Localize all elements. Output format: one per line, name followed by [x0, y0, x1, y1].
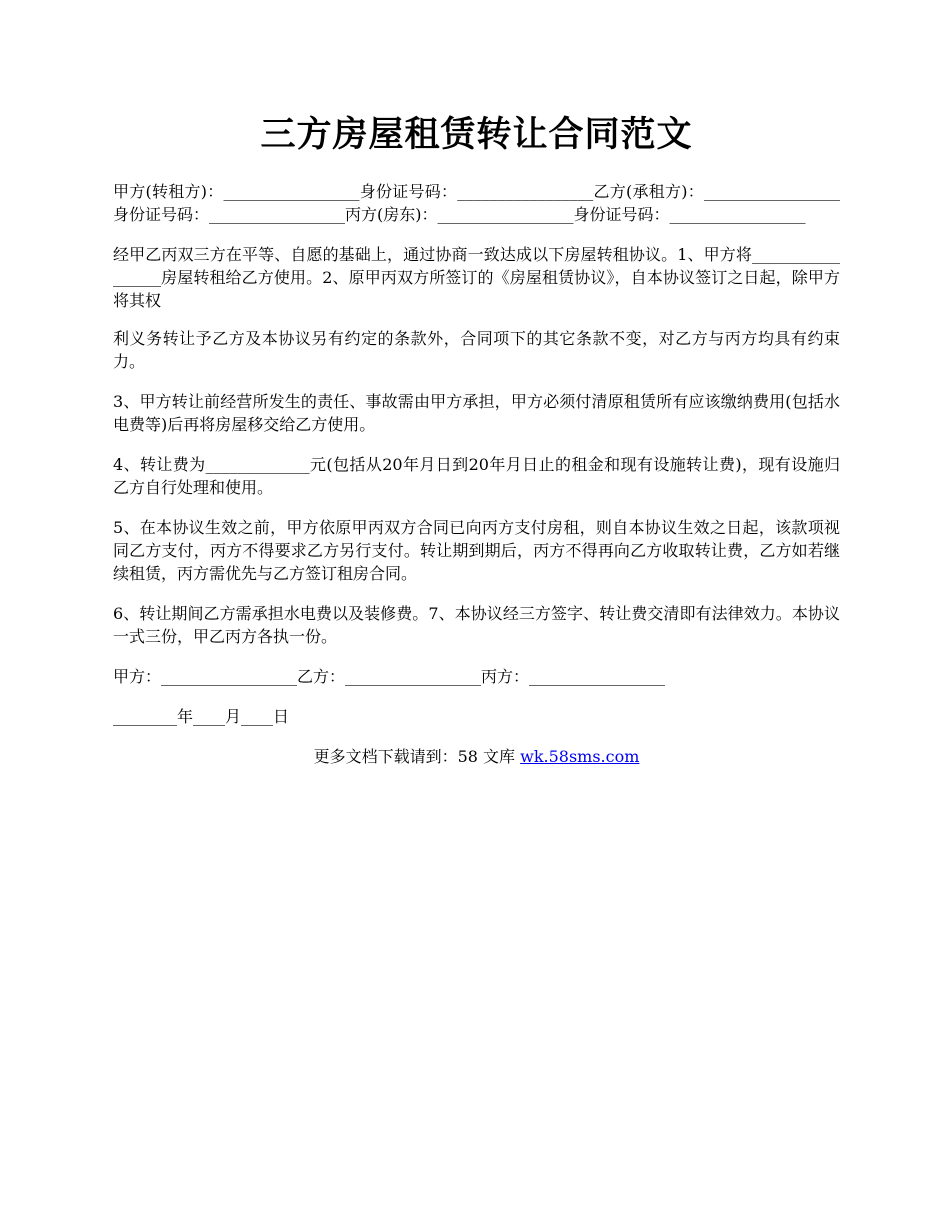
footer-prefix: 更多文档下载请到：58 文库 [313, 747, 521, 766]
download-footer [113, 745, 840, 768]
rights-paragraph: 利义务转让予乙方及本协议另有约定的条款外，合同项下的其它条款不变，对乙方与丙方均具有约束力。 [113, 329, 840, 371]
footer-link[interactable]: wk.58sms.com [520, 747, 640, 766]
clause-3-paragraph: 3、甲方转让前经营所发生的责任、事故需由甲方承担，甲方必须付清原租赁所有应该缴纳费用(包括水电费等)后再将房屋移交给乙方使用。 [113, 392, 840, 434]
clause-4-paragraph: 4、转让费为_____________元(包括从20年月日到20年月日止的租金和现有设施转让费)，现有设施归乙方自行处理和使用。 [113, 455, 840, 497]
parties-paragraph: 甲方(转租方)：_________________身份证号码：_________________乙方(承租方)：_________________身份证号码：_________________丙方(房东)：_________________身份证号码：_________________ [113, 182, 840, 224]
document-title: 三方房屋租赁转让合同范文 [260, 114, 693, 155]
clause-5-paragraph: 5、在本协议生效之前，甲方依原甲丙双方合同已向丙方支付房租，则自本协议生效之日起，该款项视同乙方支付，丙方不得要求乙方另行支付。转让期到期后，丙方不得再向乙方收取转让费，乙方如若继续租赁，丙方需优先与乙方签订租房合同。 [113, 518, 840, 583]
date-line: ________年____月____日 [113, 707, 290, 726]
agreement-intro-paragraph: 经甲乙丙双三方在平等、自愿的基础上，通过协商一致达成以下房屋转租协议。1、甲方将_________________房屋转租给乙方使用。2、原甲丙双方所签订的《房屋租赁协议》，自本协议签订之日起，除甲方将其权 [113, 245, 840, 310]
clause-6-7-paragraph: 6、转让期间乙方需承担水电费以及装修费。7、本协议经三方签字、转让费交清即有法律效力。本协议一式三份，甲乙丙方各执一份。 [113, 604, 840, 646]
document-page [113, 110, 840, 768]
signature-line: 甲方：_________________乙方：_________________丙方：_________________ [113, 667, 666, 686]
